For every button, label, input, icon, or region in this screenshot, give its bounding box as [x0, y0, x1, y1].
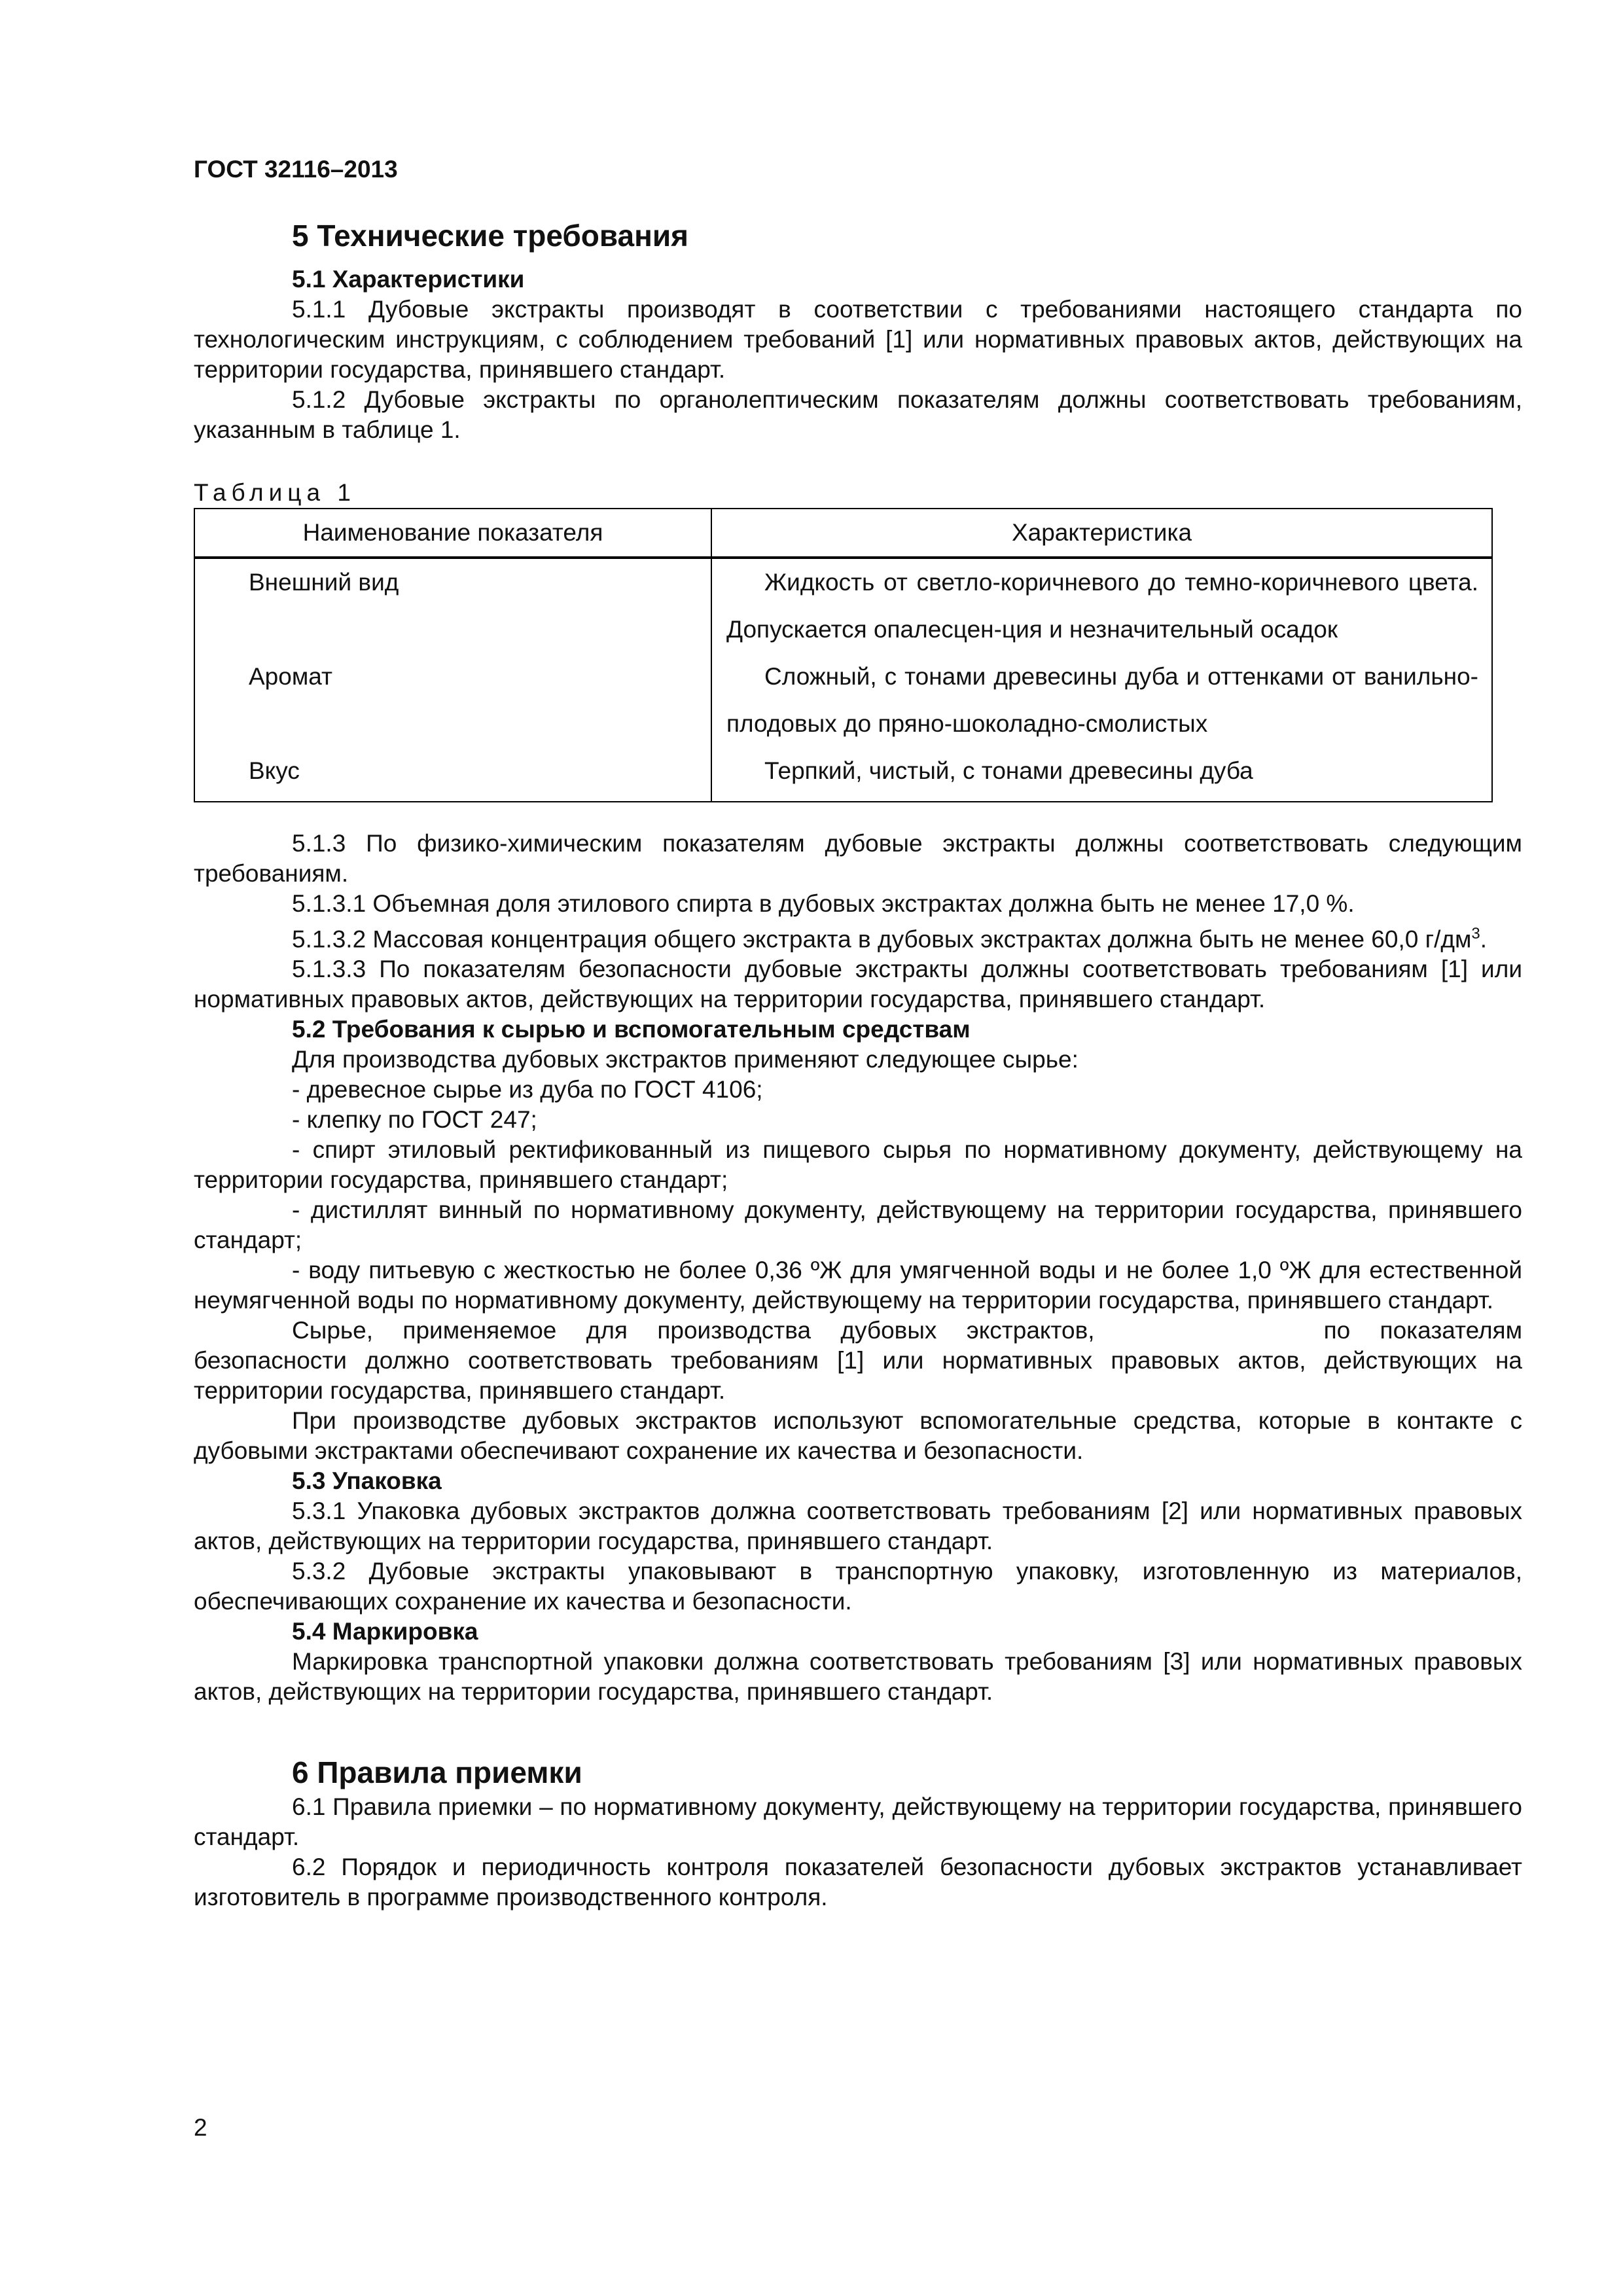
table-cell: Сложный, с тонами древесины дуба и оттенками от ванильно-плодовых до пряно-шоколадно-смолистых: [711, 653, 1492, 747]
table-header-characteristic: Характеристика: [711, 509, 1492, 558]
paragraph-6-2: 6.2 Порядок и периодичность контроля показателей безопасности дубовых экстрактов устанавливает изготовитель в программе производственного контроля.: [194, 1854, 1522, 1911]
paragraph-5-1-3-2: [194, 919, 1522, 954]
list-item: - клепку по ГОСТ 247;: [292, 1106, 537, 1134]
paragraph-5-1-3-3: 5.1.3.3 По показателям безопасности дубовые экстракты должны соответствовать требованиям [1] или нормативных правовых актов, действующих на территории государства, принявшего стандарт.: [194, 956, 1522, 1013]
paragraph-6-1: 6.1 Правила приемки – по нормативному документу, действующему на территории государства, принявшего стандарт.: [194, 1793, 1522, 1851]
paragraph-end: .: [1480, 925, 1488, 953]
paragraph-5-1-3-1: 5.1.3.1 Объемная доля этилового спирта в дубовых экстрактах должна быть не менее 17,0 %.: [292, 890, 1355, 917]
paragraph-5-2-raw-materials: [194, 1316, 1522, 1406]
table-header-indicator: Наименование показателя: [194, 509, 711, 558]
list-item: - древесное сырье из дуба по ГОСТ 4106;: [292, 1076, 763, 1103]
table-row: [194, 558, 1492, 653]
paragraph-5-2-auxiliary: При производстве дубовых экстрактов используют вспомогательные средства, которые в контакте с дубовыми экстрактами обеспечивают сохранение их качества и безопасности.: [194, 1407, 1522, 1465]
paragraph-5-1-3-2-text: 5.1.3.2 Массовая концентрация общего экстракта в дубовых экстрактах должна быть не менее 60,0 г/дм: [292, 925, 1472, 953]
paragraph-5-3-2: 5.3.2 Дубовые экстракты упаковывают в транспортную упаковку, изготовленную из материалов, обеспечивающих сохранение их качества и безопасности.: [194, 1558, 1522, 1615]
table-cell: Внешний вид: [194, 558, 711, 653]
paragraph-5-1-3: 5.1.3 По физико-химическим показателям дубовые экстракты должны соответствовать следующим требованиям.: [194, 830, 1522, 887]
paragraph-5-1-2: 5.1.2 Дубовые экстракты по органолептическим показателям должны соответствовать требованиям, указанным в таблице 1.: [194, 386, 1522, 443]
raw-text-a: Сырье, применяемое для производства дубовых экстрактов,: [292, 1317, 1095, 1344]
list-item: - дистиллят винный по нормативному документу, действующему на территории государства, принявшего стандарт;: [194, 1196, 1522, 1254]
superscript: 3: [1471, 925, 1480, 942]
spacer: [194, 802, 1522, 829]
spacer: [194, 1707, 1522, 1753]
table-row: [194, 747, 1492, 802]
table-1: [194, 508, 1493, 802]
subsection-5-3-title: 5.3 Упаковка: [292, 1467, 442, 1495]
table-cell: Аромат: [194, 653, 711, 747]
section-5-title: 5 Технические требования: [292, 219, 688, 253]
standard-designation: ГОСТ 32116–2013: [194, 156, 398, 183]
table-cell: Терпкий, чистый, с тонами древесины дуба: [711, 747, 1492, 802]
table-caption: Таблица 1: [194, 479, 356, 506]
subsection-5-4-title: 5.4 Маркировка: [292, 1618, 478, 1645]
paragraph-5-1-1: 5.1.1 Дубовые экстракты производят в соответствии с требованиями настоящего стандарта по технологическим инструкциям, с соблюдением требований [1] или нормативных правовых актов, действующих на территории государства, принявшего стандарт.: [194, 296, 1522, 383]
subsection-5-2-title: 5.2 Требования к сырью и вспомогательным средствам: [292, 1016, 971, 1043]
list-item: - спирт этиловый ректификованный из пищевого сырья по нормативному документу, действующему на территории государства, принявшего стандарт;: [194, 1136, 1522, 1194]
section-6-title: 6 Правила приемки: [292, 1755, 582, 1790]
raw-text-b: по показателям безопасности должно соответствовать требованиям [1] или нормативных правовых актов, действующих на территории государства, принявшего стандарт.: [194, 1317, 1523, 1405]
table-row: [194, 653, 1492, 747]
page-content: [194, 216, 1522, 1912]
list-item: - воду питьевую с жесткостью не более 0,36 ºЖ для умягченной воды и не более 1,0 ºЖ для естественной неумягченной воды по нормативному документу, действующему на территории государства, принявшего стандарт.: [194, 1257, 1522, 1314]
subsection-5-1-title: 5.1 Характеристики: [292, 266, 525, 293]
paragraph-5-4: Маркировка транспортной упаковки должна соответствовать требованиям [3] или нормативных правовых актов, действующих на территории государства, принявшего стандарт.: [194, 1648, 1522, 1706]
table-cell: Жидкость от светло-коричневого до темно-коричневого цвета. Допускается опалесцен-ция и незначительный осадок: [711, 558, 1492, 653]
page-number: 2: [194, 2114, 207, 2141]
paragraph-5-3-1: 5.3.1 Упаковка дубовых экстрактов должна соответствовать требованиям [2] или нормативных правовых актов, действующих на территории государства, принявшего стандарт.: [194, 1498, 1522, 1555]
table-cell: Вкус: [194, 747, 711, 802]
paragraph-5-2-intro: Для производства дубовых экстрактов применяют следующее сырье:: [292, 1046, 1079, 1073]
